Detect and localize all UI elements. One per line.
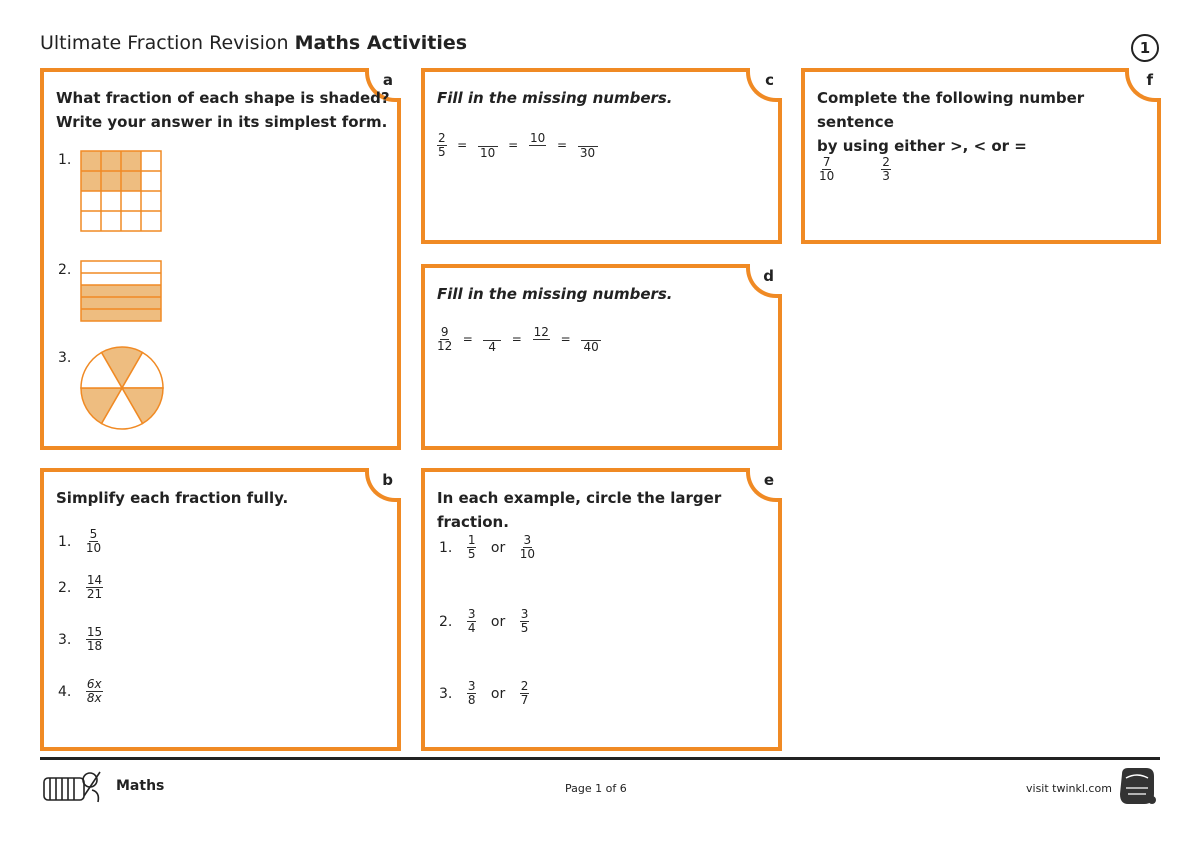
question-text: Simplify each fraction fully. [56, 489, 289, 507]
activity-box-d [421, 264, 782, 450]
shaded-circle-shape [80, 346, 164, 430]
fraction-equation: $\frac{2}{5}$ = 10 = 10 = 30 [433, 130, 602, 160]
fraction-option[interactable]: $\frac{3}{10}$ [519, 533, 535, 561]
fraction-blank-denominator[interactable]: 12 [533, 324, 549, 339]
list-item: 1. $\frac{5}{10}$ [58, 527, 102, 555]
fraction-option[interactable]: $\frac{3}{8}$ [467, 679, 476, 707]
list-item: 2. $\frac{3}{4}$ or $\frac{3}{5}$ [439, 607, 529, 635]
fraction-option[interactable]: $\frac{1}{5}$ [467, 533, 476, 561]
page-number-badge: 1 [1131, 34, 1159, 62]
fraction: $\frac{2}{3}$ [882, 155, 890, 183]
shaded-strips-shape [80, 260, 164, 324]
fraction-option[interactable]: $\frac{2}{7}$ [520, 679, 529, 707]
fraction: $\frac{14}{21}$ [86, 573, 103, 601]
fraction-option[interactable]: $\frac{3}{4}$ [467, 607, 476, 635]
list-item: 3. $\frac{3}{8}$ or $\frac{2}{7}$ [439, 679, 529, 707]
question-text: Complete the following number sentence by using either >, < or = [817, 89, 1085, 155]
activity-box-a [40, 68, 401, 450]
list-item: 3. $\frac{15}{18}$ [58, 625, 103, 653]
activity-box-b [40, 468, 401, 751]
fraction-blank-numerator[interactable]: 30 [578, 130, 598, 160]
question-text: Fill in the missing numbers. [437, 285, 673, 303]
box-tab: d [746, 264, 782, 298]
activity-box-c [421, 68, 782, 244]
box-tab: a [365, 68, 401, 102]
shaded-grid-shape [80, 150, 164, 234]
quality-approved-badge-icon [1114, 764, 1160, 810]
list-item: 1. $\frac{1}{5}$ or $\frac{3}{10}$ [439, 533, 535, 561]
box-tab: c [746, 68, 782, 102]
list-item: 4. $\frac{6x}{8x}$ [58, 677, 102, 705]
list-item: 2. $\frac{14}{21}$ [58, 573, 103, 601]
box-tab: b [365, 468, 401, 502]
fraction-blank-numerator[interactable]: 10 [478, 130, 498, 160]
fraction-equation: $\frac{9}{12}$ = 4 = 12 = 40 [433, 324, 605, 354]
activity-box-e [421, 468, 782, 751]
fraction-blank-numerator[interactable]: 4 [483, 324, 501, 354]
fraction: $\frac{7}{10}$ [819, 155, 835, 183]
footer-divider [40, 757, 1160, 760]
fraction: $\frac{2}{5}$ [438, 130, 446, 159]
question-text: What fraction of each shape is shaded? Write your answer in its simplest form. [56, 89, 390, 131]
fraction-blank-numerator[interactable]: 40 [581, 324, 601, 354]
item-label: 1. [58, 152, 72, 168]
box-tab: f [1125, 68, 1161, 102]
twinkl-maths-logo-icon [40, 766, 106, 806]
fraction-comparison [815, 156, 895, 183]
fraction-blank-denominator[interactable]: 10 [529, 130, 546, 145]
fraction: $\frac{15}{18}$ [86, 625, 103, 653]
fraction: $\frac{6x}{8x}$ [86, 677, 102, 705]
footer-page-indicator: Page 1 of 6 [565, 782, 627, 795]
activity-box-f [801, 68, 1161, 244]
item-label: 2. [58, 262, 72, 278]
footer-site-link[interactable]: visit twinkl.com [1026, 782, 1112, 795]
question-text: In each example, circle the larger fraction. [437, 489, 722, 531]
question-text: Fill in the missing numbers. [437, 89, 673, 107]
box-tab: e [746, 468, 782, 502]
fraction-option[interactable]: $\frac{3}{5}$ [520, 607, 529, 635]
footer-subject: Maths [116, 778, 165, 794]
fraction: $\frac{5}{10}$ [85, 527, 102, 555]
fraction: $\frac{9}{12}$ [437, 324, 453, 353]
item-label: 3. [58, 350, 72, 366]
page-title: Ultimate Fraction Revision Maths Activities [40, 32, 468, 54]
